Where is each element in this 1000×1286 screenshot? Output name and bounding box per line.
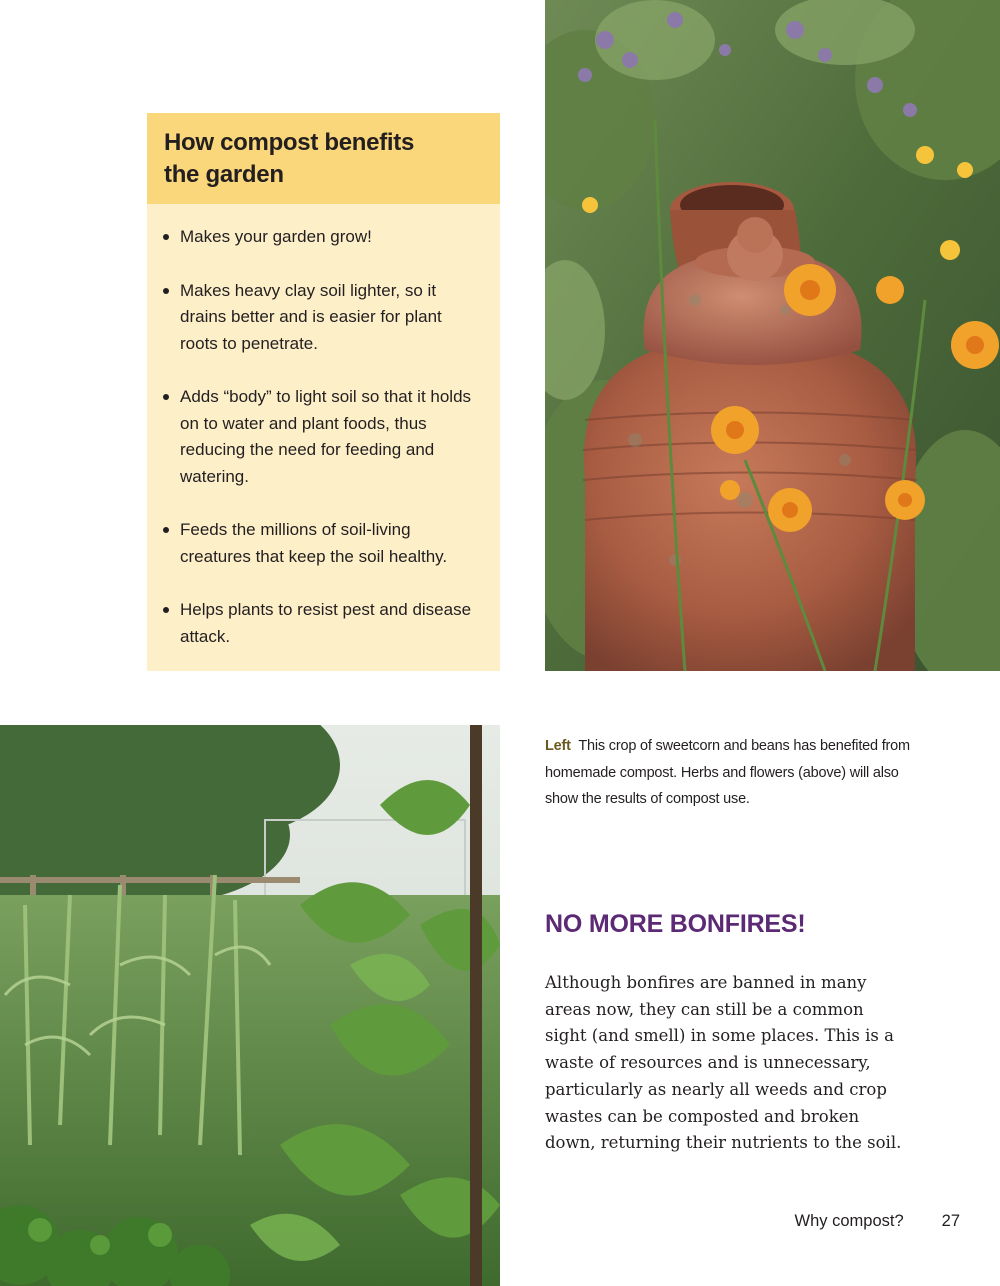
list-item: Makes heavy clay soil lighter, so it drains better and is easier for plant roots to penetrate. — [163, 278, 480, 358]
sidebar-header — [147, 113, 500, 204]
photo-caption — [545, 733, 925, 813]
bullet-icon — [163, 527, 169, 533]
bullet-icon — [163, 234, 169, 240]
list-item: Adds “body” to light soil so that it holds on to water and plant foods, thus reducing the need for feeding and watering. — [163, 384, 480, 490]
caption-text: This crop of sweetcorn and beans has benefited from homemade compost. Herbs and flowers (above) will also show the results of compost use. — [545, 738, 910, 807]
benefits-list — [147, 204, 500, 650]
sidebar-title: How compost benefits the garden — [164, 129, 415, 188]
caption-lead: Left — [545, 738, 571, 754]
section-heading: NO MORE BONFIRES! — [545, 910, 806, 938]
running-footer-title: Why compost? — [794, 1212, 904, 1230]
benefits-sidebar — [147, 113, 500, 671]
terracotta-pot-photo — [545, 0, 1000, 671]
bullet-icon — [163, 394, 169, 400]
bullet-icon — [163, 288, 169, 294]
page-number: 27 — [941, 1212, 960, 1230]
section-body: Although bonfires are banned in many areas now, they can still be a common sight (and smell) in some places. This is a waste of resources and is unnecessary, particularly as nearly all weeds and crop wastes can be composted and broken down, returning their nutrients to the soil. — [545, 973, 902, 1153]
list-item: Feeds the millions of soil-living creatures that keep the soil healthy. — [163, 517, 480, 570]
sweetcorn-beans-photo — [0, 725, 500, 1286]
list-item: Helps plants to resist pest and disease attack. — [163, 597, 480, 650]
list-item: Makes your garden grow! — [163, 224, 480, 251]
bullet-icon — [163, 607, 169, 613]
page-footer — [795, 1212, 960, 1231]
